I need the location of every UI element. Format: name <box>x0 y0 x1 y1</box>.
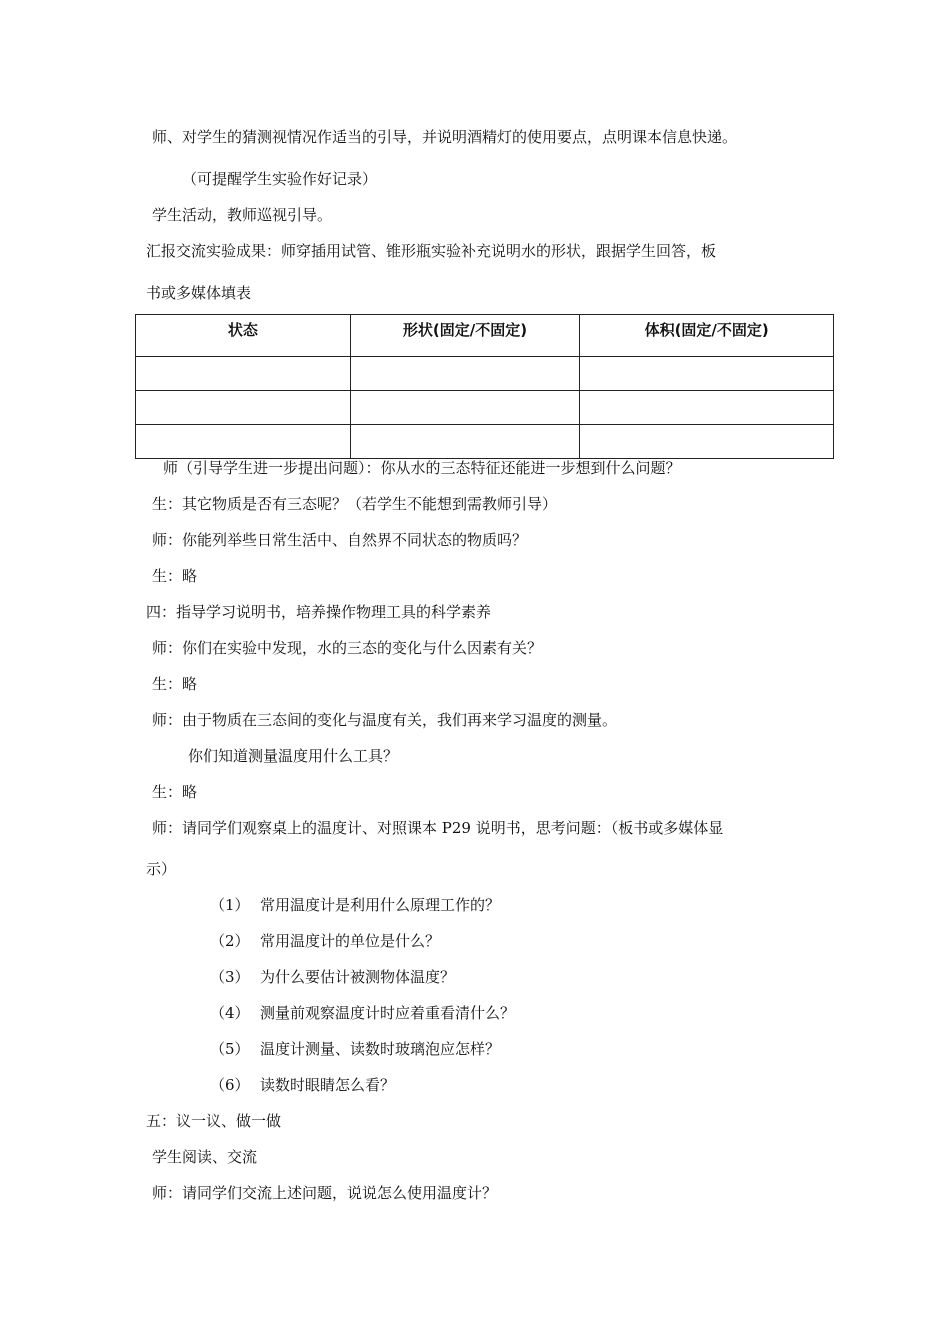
question-text: 读数时眼睛怎么看？ <box>260 1076 396 1094</box>
question-item <box>210 1075 395 1095</box>
dialogue-line: 师：你们在实验中发现，水的三态的变化与什么因素有关？ <box>152 639 543 657</box>
dialogue-line: 生：略 <box>152 675 198 693</box>
table-row <box>136 357 834 391</box>
table-header-row <box>136 315 834 357</box>
dialogue-line: 示） <box>146 860 177 878</box>
paragraph-report-results: 汇报交流实验成果：师穿插用试管、锥形瓶实验补充说明水的形状，跟据学生回答，板 <box>146 242 717 260</box>
table-row <box>136 425 834 459</box>
question-number: （6） <box>210 1076 250 1094</box>
closing-line: 学生阅读、交流 <box>152 1148 258 1166</box>
question-number: （4） <box>210 1004 250 1022</box>
paragraph-report-results-cont: 书或多媒体填表 <box>146 284 252 302</box>
question-text: 常用温度计是利用什么原理工作的？ <box>260 896 501 914</box>
table-cell <box>350 357 580 391</box>
closing-line: 师：请同学们交流上述问题，说说怎么使用温度计？ <box>152 1184 498 1202</box>
question-item <box>210 895 500 915</box>
paragraph-student-activity: 学生活动，教师巡视引导。 <box>152 206 333 224</box>
question-number: （1） <box>210 896 250 914</box>
table-cell <box>136 391 351 425</box>
paragraph-teacher-guidance: 师、对学生的猜测视情况作适当的引导，并说明酒精灯的使用要点，点明课本信息快递。 <box>152 128 738 146</box>
question-item <box>210 1003 515 1023</box>
dialogue-line: 师：你能列举些日常生活中、自然界不同状态的物质吗？ <box>152 531 528 549</box>
table-cell <box>580 391 834 425</box>
dialogue-line: 你们知道测量温度用什么工具？ <box>188 747 399 765</box>
table-cell <box>580 425 834 459</box>
table-cell <box>136 425 351 459</box>
dialogue-line: 生：略 <box>152 567 198 585</box>
table-cell <box>580 357 834 391</box>
table-cell <box>350 391 580 425</box>
table-cell <box>350 425 580 459</box>
question-number: （3） <box>210 968 250 986</box>
table-header-state: 状态 <box>136 315 351 357</box>
paragraph-record-reminder: （可提醒学生实验作好记录） <box>182 170 378 188</box>
dialogue-line: 师（引导学生进一步提出问题）：你从水的三态特征还能进一步想到什么问题？ <box>163 459 681 477</box>
state-table <box>135 314 834 459</box>
dialogue-line: 师：请同学们观察桌上的温度计、对照课本 P29 说明书，思考问题：（板书或多媒体显 <box>152 819 724 837</box>
table-header-volume: 体积(固定/不固定) <box>580 315 834 357</box>
question-item <box>210 1039 500 1059</box>
question-text: 常用温度计的单位是什么？ <box>260 932 441 950</box>
dialogue-line: 师：由于物质在三态间的变化与温度有关，我们再来学习温度的测量。 <box>152 711 618 729</box>
question-number: （5） <box>210 1040 250 1058</box>
dialogue-line: 生：其它物质是否有三态呢？（若学生不能想到需教师引导） <box>152 495 558 513</box>
table-header-shape: 形状(固定/不固定) <box>350 315 580 357</box>
question-item <box>210 967 455 987</box>
section-heading-five: 五：议一议、做一做 <box>146 1112 282 1130</box>
dialogue-line: 生：略 <box>152 783 198 801</box>
question-number: （2） <box>210 932 250 950</box>
question-text: 温度计测量、读数时玻璃泡应怎样？ <box>260 1040 501 1058</box>
question-text: 测量前观察温度计时应着重看清什么？ <box>260 1004 516 1022</box>
table-cell <box>136 357 351 391</box>
section-heading-four: 四：指导学习说明书，培养操作物理工具的科学素养 <box>146 603 492 621</box>
question-text: 为什么要估计被测物体温度？ <box>260 968 456 986</box>
table-row <box>136 391 834 425</box>
question-item <box>210 931 440 951</box>
